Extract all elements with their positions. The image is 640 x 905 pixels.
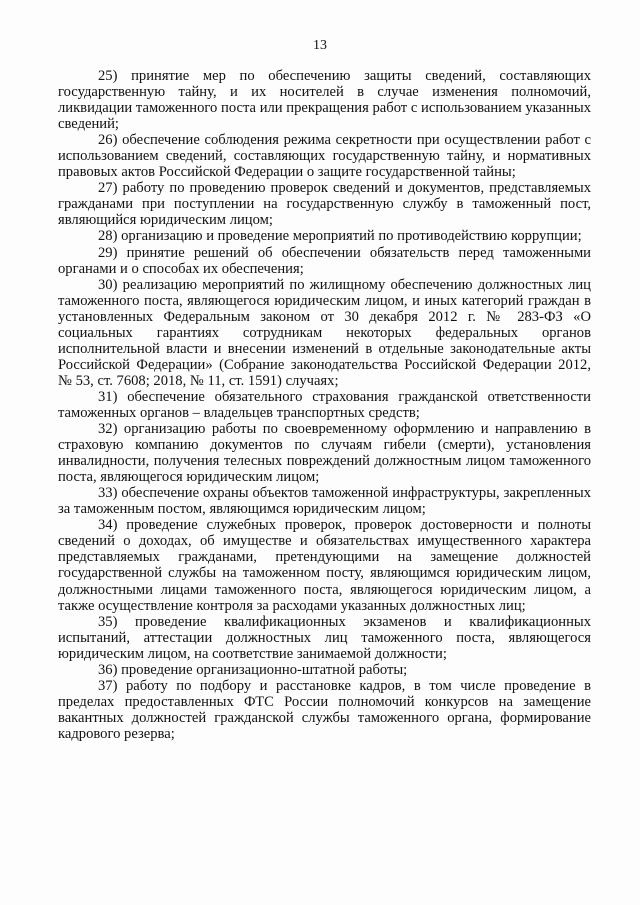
paragraph-28: 28) организацию и проведение мероприятий по противодействию коррупции;: [98, 228, 582, 245]
paragraph-33: 33) обеспечение охраны объектов таможенной инфраструктуры, закрепленных за таможенным постом, являющимся юридическим лицом;: [58, 485, 591, 518]
paragraph-34: 34) проведение служебных проверок, проверок достоверности и полноты сведений о доходах, об имуществе и обязательствах имущественного характера представляемых гражданами, претендующими на замещение должностей государственной службы на таможенном посту, являющимся юридическим лицом, должностными лицами таможенного поста, являющегося юридическим лицом, а также осуществление контроля за расходами указанных должностных лиц;: [58, 517, 591, 614]
paragraph-32: 32) организацию работы по своевременному оформлению и направлению в страховую компанию документов по случаям гибели (смерти), установления инвалидности, получения телесных повреждений должностным лицом таможенного поста, являющегося юридическим лицом;: [58, 421, 591, 486]
paragraph-26: 26) обеспечение соблюдения режима секретности при осуществлении работ с использованием сведений, составляющих государственную тайну, и нормативных правовых актов Российской Федерации о защите государственной тайны;: [58, 132, 591, 181]
paragraph-27: 27) работу по проведению проверок сведений и документов, представляемых гражданами при поступлении на государственную службу в таможенный пост, являющийся юридическим лицом;: [58, 180, 591, 229]
paragraph-29: 29) принятие решений об обеспечении обязательств перед таможенными органами и о способах их обеспечения;: [58, 244, 591, 277]
page-number: 13: [313, 38, 327, 53]
paragraph-25: 25) принятие мер по обеспечению защиты сведений, составляющих государственную тайну, и их носителей в случае изменения полномочий, ликвидации таможенного поста или прекращения работ с использованием указанных сведений;: [58, 68, 591, 133]
paragraph-31: 31) обеспечение обязательного страхования гражданской ответственности таможенных органов – владельцев транспортных средств;: [58, 388, 591, 421]
paragraph-35: 35) проведение квалификационных экзаменов и квалификационных испытаний, аттестации должностных лиц таможенного поста, являющегося юридическим лицом, на соответствие занимаемой должности;: [58, 613, 591, 662]
document-body: [58, 68, 591, 742]
paragraph-37: 37) работу по подбору и расстановке кадров, в том числе проведение в пределах предоставленных ФТС России полномочий конкурсов на замещение вакантных должностей гражданской службы таможенного органа, формирование кадрового резерва;: [58, 677, 591, 742]
paragraph-36: 36) проведение организационно-штатной работы;: [98, 661, 408, 678]
paragraph-30: 30) реализацию мероприятий по жилищному обеспечению должностных лиц таможенного поста, являющегося юридическим лицом, и иных категорий граждан в установленных Федеральным законом от 30 декабря 2012 г. № 283-ФЗ «О социальных гарантиях сотрудникам некоторых федеральных органов исполнительной власти и внесении изменений в отдельные законодательные акты Российской Федерации» (Собрание законодательства Российской Федерации 2012, № 53, ст. 7608; 2018, № 11, ст. 1591) случаях;: [58, 276, 591, 389]
